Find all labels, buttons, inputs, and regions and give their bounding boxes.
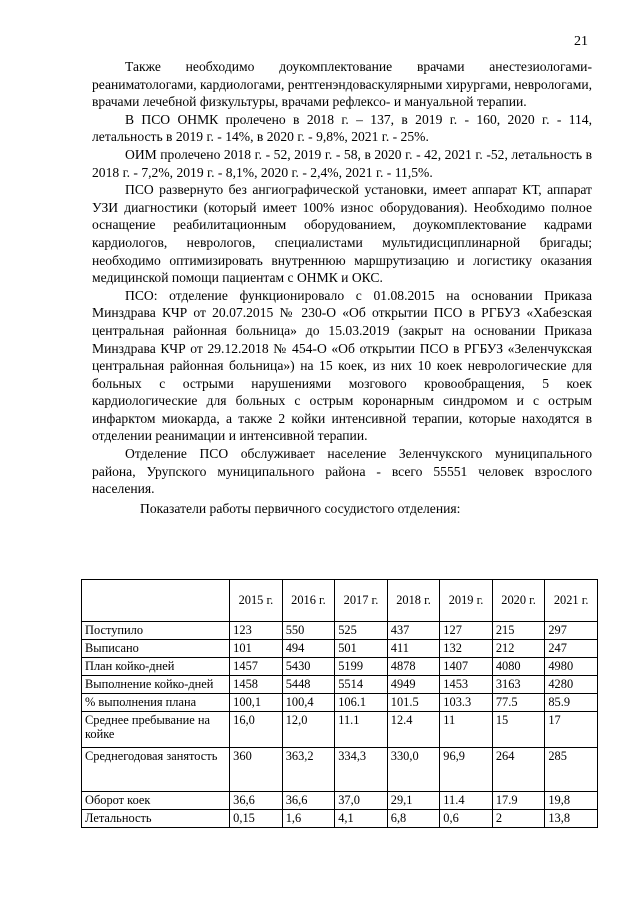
- table-header-cell: 2021 г.: [545, 580, 598, 622]
- table-cell: 3163: [492, 676, 545, 694]
- table-cell: 4980: [545, 658, 598, 676]
- table-cell: 15: [492, 712, 545, 748]
- table-cell: 19,8: [545, 792, 598, 810]
- table-cell: 17: [545, 712, 598, 748]
- table-cell: 123: [230, 622, 283, 640]
- table-cell: 285: [545, 748, 598, 792]
- table-cell: 16,0: [230, 712, 283, 748]
- table-cell: 5448: [282, 676, 335, 694]
- table-cell: 4280: [545, 676, 598, 694]
- table-row: [82, 694, 598, 712]
- stats-table: [81, 579, 598, 828]
- table-cell: 297: [545, 622, 598, 640]
- table-cell: 264: [492, 748, 545, 792]
- table-cell: 247: [545, 640, 598, 658]
- table-cell: 11.4: [440, 792, 493, 810]
- table-cell: 96,9: [440, 748, 493, 792]
- table-cell: 4,1: [335, 810, 388, 828]
- row-label: Выполнение койко-дней: [82, 676, 230, 694]
- table-cell: 101.5: [387, 694, 440, 712]
- table-row: [82, 640, 598, 658]
- table-cell: 550: [282, 622, 335, 640]
- table-row: [82, 676, 598, 694]
- table-header-cell: 2017 г.: [335, 580, 388, 622]
- table-header-cell: 2016 г.: [282, 580, 335, 622]
- table-cell: 36,6: [230, 792, 283, 810]
- table-header-row: [82, 580, 598, 622]
- table-cell: 103.3: [440, 694, 493, 712]
- table-row: [82, 792, 598, 810]
- table-cell: 0,6: [440, 810, 493, 828]
- table-cell: 17.9: [492, 792, 545, 810]
- paragraph-staffing: Также необходимо доукомплектование врачами анестезиологами-реаниматологами, кардиологами, рентгенэндоваскулярными хирургами, неврологами, врачами лечебной физкультуры, врачами рефлексо- и мануальной терапии.: [92, 59, 592, 110]
- table-row: [82, 712, 598, 748]
- table-header-cell: 2018 г.: [387, 580, 440, 622]
- table-cell: 77.5: [492, 694, 545, 712]
- table-header-cell: 2020 г.: [492, 580, 545, 622]
- table-cell: 12.4: [387, 712, 440, 748]
- page-number: 21: [574, 34, 588, 49]
- table-cell: 100,1: [230, 694, 283, 712]
- table-cell: 1458: [230, 676, 283, 694]
- paragraph-equipment: ПСО развернуто без ангиографической установки, имеет аппарат КТ, аппарат УЗИ диагностики (который имеет 100% износ оборудования). Необходимо полное оснащение реабилитационным оборудованием, доукомплектование кадрами кардиологов, неврологов, специалистами мультидисциплинарной бригады; необходимо оптимизировать внутреннюю маршрутизацию и логистику оказания медицинской помощи пациентам с ОНМК и ОКС.: [92, 182, 592, 286]
- table-header-cell: 2015 г.: [230, 580, 283, 622]
- table-cell: 6,8: [387, 810, 440, 828]
- table-cell: 5199: [335, 658, 388, 676]
- table-cell: 1407: [440, 658, 493, 676]
- table-cell: 0,15: [230, 810, 283, 828]
- table-cell: 501: [335, 640, 388, 658]
- table-cell: 212: [492, 640, 545, 658]
- table-row: [82, 622, 598, 640]
- table-row: [82, 810, 598, 828]
- body-text: [92, 58, 592, 517]
- table-cell: 437: [387, 622, 440, 640]
- table-cell: 85.9: [545, 694, 598, 712]
- row-label: Среднее пребывание на койке: [82, 712, 230, 748]
- table-cell: 11: [440, 712, 493, 748]
- table-cell: 132: [440, 640, 493, 658]
- table-cell: 12,0: [282, 712, 335, 748]
- table-caption: Показатели работы первичного сосудистого отделения:: [140, 500, 461, 516]
- table-cell: 127: [440, 622, 493, 640]
- table-cell: 1,6: [282, 810, 335, 828]
- table-header-cell: [82, 580, 230, 622]
- paragraph-department-history: ПСО: отделение функционировало с 01.08.2015 на основании Приказа Минздрава КЧР от 20.07.2015 № 230-О «Об открытии ПСО в РГБУЗ «Хабезская центральная районная больница» до 15.03.2019 (закрыт на основании Приказа Минздрава КЧР от 29.12.2018 № 454-О «Об открытии ПСО в РГБУЗ «Зеленчукская центральная районная больница») на 15 коек, из них 10 коек неврологические для больных с острыми нарушениями мозгового кровообращения, 5 коек кардиологические для больных с острым коронарным синдромом и с острым инфарктом миокарда, а также 2 койки интенсивной терапии, которые находятся в отделении реанимации и интенсивной терапии.: [92, 287, 592, 444]
- table-cell: 106.1: [335, 694, 388, 712]
- table-cell: 4949: [387, 676, 440, 694]
- table-cell: 37,0: [335, 792, 388, 810]
- table-cell: 363,2: [282, 748, 335, 792]
- table-cell: 101: [230, 640, 283, 658]
- table-cell: 100,4: [282, 694, 335, 712]
- table-row: [82, 658, 598, 676]
- table-cell: 215: [492, 622, 545, 640]
- row-label: Выписано: [82, 640, 230, 658]
- table-cell: 1457: [230, 658, 283, 676]
- table-cell: 5430: [282, 658, 335, 676]
- table-cell: 36,6: [282, 792, 335, 810]
- row-label: Среднегодовая занятость: [82, 748, 230, 792]
- table-cell: 2: [492, 810, 545, 828]
- paragraph-service-area: Отделение ПСО обслуживает население Зеленчукского муниципального района, Урупского муниципального района - всего 55551 человек взрослого населения.: [92, 446, 592, 497]
- table-row: [82, 748, 598, 792]
- table-cell: 334,3: [335, 748, 388, 792]
- table-cell: 411: [387, 640, 440, 658]
- paragraph-oim-stats: ОИМ пролечено 2018 г. - 52, 2019 г. - 58, в 2020 г. - 42, 2021 г. -52, летальность в 2018 г. - 7,2%, 2019 г. - 8,1%, 2020 г. - 2,4%, 2021 г. - 11,5%.: [92, 146, 592, 180]
- table-cell: 29,1: [387, 792, 440, 810]
- table-cell: 360: [230, 748, 283, 792]
- row-label: Поступило: [82, 622, 230, 640]
- table-cell: 11.1: [335, 712, 388, 748]
- table-cell: 525: [335, 622, 388, 640]
- row-label: План койко-дней: [82, 658, 230, 676]
- row-label: Оборот коек: [82, 792, 230, 810]
- table-cell: 494: [282, 640, 335, 658]
- table-cell: 1453: [440, 676, 493, 694]
- row-label: Летальность: [82, 810, 230, 828]
- table-cell: 13,8: [545, 810, 598, 828]
- paragraph-onmk-stats: В ПСО ОНМК пролечено в 2018 г. – 137, в 2019 г. - 160, 2020 г. - 114, летальность в 2019 г. - 14%, в 2020 г. - 9,8%, 2021 г. - 25%.: [92, 111, 592, 145]
- table-cell: 4080: [492, 658, 545, 676]
- table-header-cell: 2019 г.: [440, 580, 493, 622]
- row-label: % выполнения плана: [82, 694, 230, 712]
- table-cell: 5514: [335, 676, 388, 694]
- table-cell: 4878: [387, 658, 440, 676]
- table-cell: 330,0: [387, 748, 440, 792]
